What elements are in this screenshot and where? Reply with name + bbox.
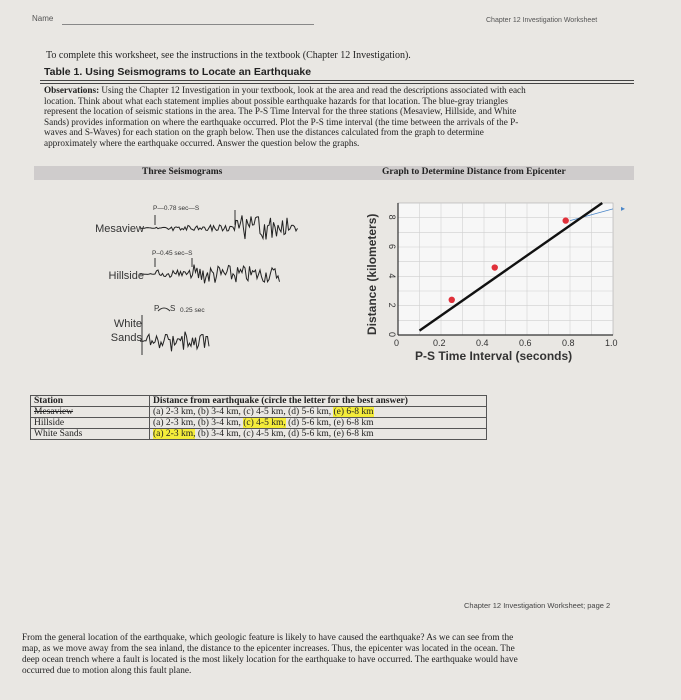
- header-distance: Distance from earthquake (circle the letter for the best answer): [150, 396, 487, 407]
- distance-options: (a) 2-3 km, (b) 3-4 km, (c) 4-5 km, (d) 5-6 km, (e) 6-8 km: [150, 418, 487, 429]
- interval-white-sands: 0.25 sec: [180, 307, 205, 314]
- page-footer: Chapter 12 Investigation Worksheet; page 2: [464, 601, 611, 610]
- station-label-white-sands: White Sands: [110, 318, 142, 344]
- interval-hillside: P–0.45 sec–S: [152, 250, 193, 257]
- data-point: [563, 217, 569, 223]
- observations: [44, 85, 634, 148]
- seismogram-trace-hillside: [140, 265, 280, 284]
- p-label-white-sands: P: [154, 304, 160, 313]
- paragraph-line: From the general location of the earthquake, which geologic feature is likely to have caused the earthquake? As we can see from the: [22, 633, 514, 643]
- divider: [40, 80, 634, 81]
- y-tick-label: 0: [387, 332, 397, 338]
- x-tick-label: 0.4: [476, 338, 489, 348]
- obs-line: represent the location of seismic stations in the area. The P-S Time Interval for the three stations (Mesaview, Hillside, and White: [44, 106, 517, 116]
- station-cell: White Sands: [31, 429, 150, 440]
- x-tick-label: 0.2: [433, 338, 446, 348]
- x-tick-label: 1.0: [605, 338, 618, 348]
- station-cell: Hillside: [31, 418, 150, 429]
- intro-text: To complete this worksheet, see the instructions in the textbook (Chapter 12 Investigation).: [46, 50, 411, 61]
- table-row: [31, 418, 487, 429]
- seismograms-figure: [140, 195, 305, 360]
- table-row: [31, 407, 487, 418]
- y-tick-label: 8: [387, 214, 397, 220]
- selected-answer: (c) 4-5 km,: [243, 418, 286, 428]
- y-tick-label: 6: [387, 244, 397, 250]
- y-tick-label: 4: [387, 273, 397, 279]
- x-tick-label: 0: [394, 338, 400, 348]
- table-title: Table 1. Using Seismograms to Locate an Earthquake: [44, 66, 312, 78]
- y-axis-label: Distance (kilometers): [365, 213, 379, 335]
- interval-mesaview: P—0.78 sec—S: [153, 205, 200, 212]
- obs-line: Sands) provides information on where the earthquake occurred. Plot the P-S time interval (the time between the arrivals of the P-: [44, 116, 519, 127]
- obs-label: Observations:: [44, 85, 100, 95]
- paragraph-line: map, as we move away from the sea inland, the distance to the epicenter increases. Thus, the epicenter was located in the ocean. The: [22, 644, 515, 654]
- obs-line: location. Think about what each statement implies about possible earthquake hazards for that location. The blue-gray triangles: [44, 95, 508, 106]
- station-label-mesaview: Mesaview: [95, 223, 144, 235]
- x-tick-label: 0.8: [562, 338, 575, 348]
- station-cell: Mesaview: [31, 407, 150, 418]
- reference-arrow: [621, 207, 625, 211]
- p-s-arc: [158, 308, 170, 311]
- data-point: [449, 297, 455, 303]
- paragraph-line: deep ocean trench where a fault is located is the most likely location for the earthquake to have occurred. The earthquake would have: [22, 655, 518, 665]
- answer-paragraph: [22, 633, 654, 677]
- x-axis-label: P-S Time Interval (seconds): [415, 349, 573, 363]
- name-label: Name: [32, 14, 54, 23]
- divider: [40, 83, 634, 84]
- distance-options: (a) 2-3 km, (b) 3-4 km, (c) 4-5 km, (d) 5-6 km, (e) 6-8 km: [150, 407, 487, 418]
- table-row: [31, 429, 487, 440]
- x-tick-label: 0.6: [519, 338, 532, 348]
- header-station: Station: [31, 396, 150, 407]
- selected-answer: (e) 6-8 km: [333, 407, 374, 417]
- graph-heading: Graph to Determine Distance from Epicenter: [382, 167, 566, 177]
- s-label-white-sands: S: [170, 304, 176, 313]
- station-distance-table: [30, 395, 487, 440]
- distance-graph: [360, 185, 660, 370]
- obs-line: Observations: Using the Chapter 12 Investigation in your textbook, look at the area and read the descriptions associated with each: [44, 85, 526, 95]
- y-tick-label: 2: [387, 302, 397, 308]
- data-point: [492, 264, 498, 270]
- table-header-row: [31, 396, 487, 407]
- name-line: [62, 24, 314, 25]
- selected-answer: (a) 2-3 km,: [153, 429, 196, 439]
- seismogram-trace-white-sands: [140, 332, 209, 352]
- station-label-hillside: Hillside: [108, 270, 144, 282]
- distance-options: (a) 2-3 km, (b) 3-4 km, (c) 4-5 km, (d) 5-6 km, (e) 6-8 km: [150, 429, 487, 440]
- chart-grid: [398, 203, 613, 335]
- obs-line: waves and S-Waves) for each station on the graph below. Then use the distances calculated from the graph to determine: [44, 127, 484, 137]
- paragraph-line: occurred due to motion along this fault plane.: [22, 666, 192, 676]
- seismogram-trace-mesaview: [140, 215, 298, 239]
- obs-line: approximately where the earthquake occurred. Answer the question below the graphs.: [44, 137, 360, 148]
- chapter-title: Chapter 12 Investigation Worksheet: [486, 17, 598, 24]
- seismograms-heading: Three Seismograms: [142, 167, 223, 177]
